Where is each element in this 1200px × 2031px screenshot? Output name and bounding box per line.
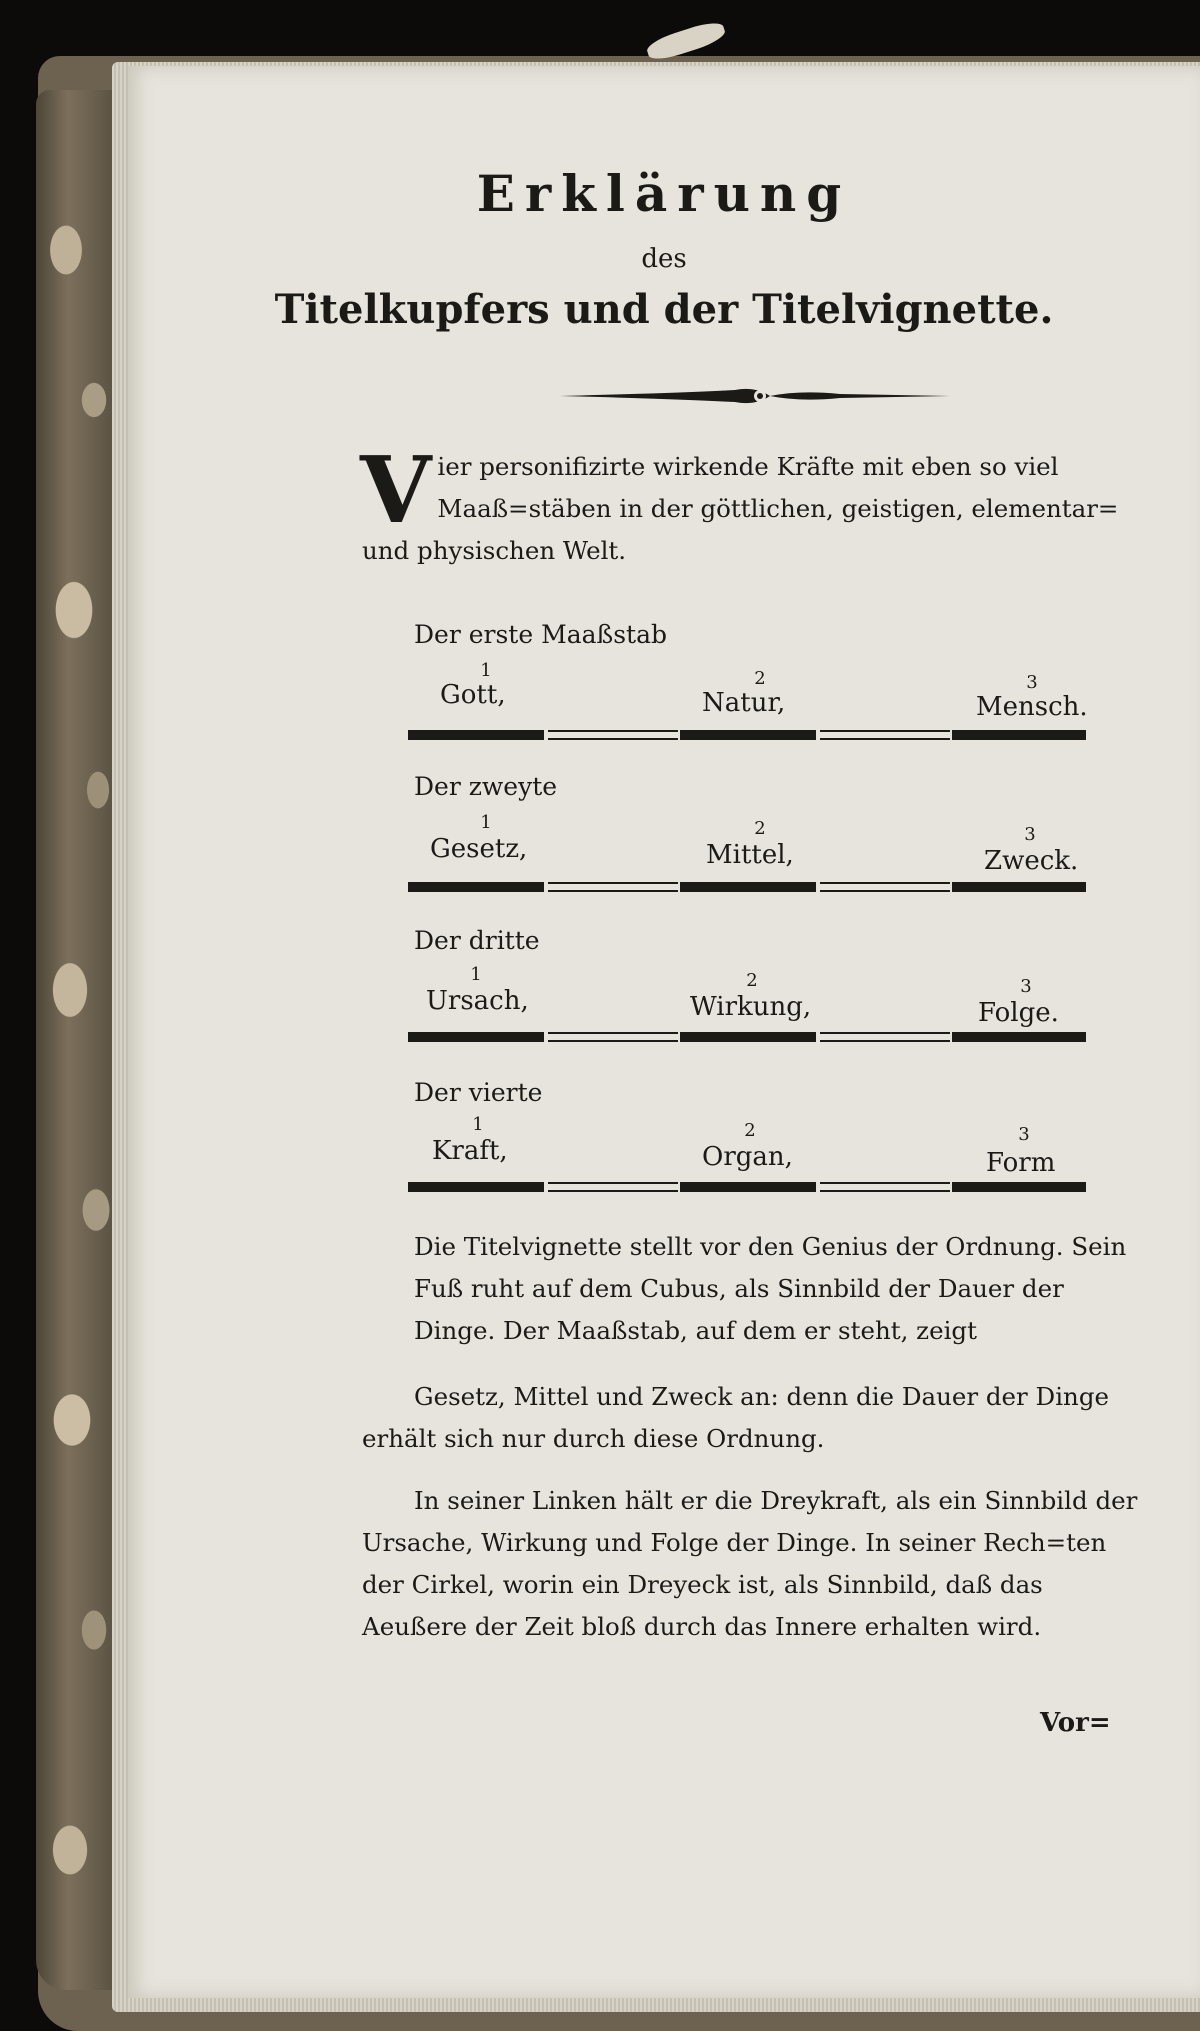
scale-term: Ursach,: [426, 986, 529, 1016]
scale-term: Gesetz,: [430, 834, 528, 864]
scale-term: Zweck.: [984, 846, 1079, 876]
scale-term: Wirkung,: [690, 992, 812, 1022]
drop-cap: V: [360, 436, 432, 544]
scale-number: 3: [1018, 1124, 1030, 1145]
scale-term: Mittel,: [706, 840, 794, 870]
intro-text: ier personifizirte wirkende Kräfte mit eben so viel Maaß=stäben in der göttlichen, geistigen, elementar= und physischen Welt.: [362, 452, 1119, 565]
scale-term: Form: [986, 1148, 1056, 1178]
scale-number: 3: [1024, 824, 1036, 845]
scale-heading: Der erste Maaßstab: [414, 620, 667, 649]
dreykraft-paragraph: In seiner Linken hält er die Dreykraft, als ein Sinnbild der Ursache, Wirkung und Folge der Dinge. In seiner Rech=ten der Cirkel, worin ein Dreyeck ist, als Sinnbild, daß das Aeußere der Zeit bloß durch das Innere erhalten wird.: [362, 1486, 1138, 1641]
scale-number: 2: [754, 818, 766, 839]
scale-heading: Der zweyte: [414, 772, 558, 801]
scale-number: 1: [480, 812, 492, 833]
scale-number: 1: [470, 964, 482, 985]
scale-number: 3: [1020, 976, 1032, 997]
scale-bar: [408, 1180, 1086, 1196]
intro-paragraph: [360, 436, 1148, 572]
scale-term: Gott,: [440, 680, 506, 710]
scale-heading: Der dritte: [414, 926, 540, 955]
scale-number: 2: [754, 668, 766, 689]
scale-term: Kraft,: [432, 1136, 508, 1166]
ornament-rule: [560, 384, 950, 408]
title-connector: des: [641, 244, 687, 274]
scale-term: Organ,: [702, 1142, 793, 1172]
marbled-spine: [36, 90, 116, 1990]
scale-bar: [408, 1030, 1086, 1046]
scale-number: 1: [472, 1114, 484, 1135]
scale-bar: [408, 880, 1086, 896]
order-paragraph: Gesetz, Mittel und Zweck an: denn die Dauer der Dinge erhält sich nur durch diese Ordnung.: [362, 1382, 1109, 1453]
scale-number: 2: [746, 970, 758, 991]
catchword: Vor=: [1040, 1708, 1111, 1738]
scale-number: 1: [480, 660, 492, 681]
scale-number: 2: [744, 1120, 756, 1141]
scale-bar: [408, 728, 1086, 744]
scale-term: Natur,: [702, 688, 786, 718]
page-subtitle: Titelkupfers und der Titelvignette.: [274, 286, 1054, 333]
vignette-paragraph: Die Titelvignette stellt vor den Genius der Ordnung. Sein Fuß ruht auf dem Cubus, als Sinnbild der Dauer der Dinge. Der Maaßstab, auf dem er steht, zeigt: [414, 1232, 1127, 1345]
scale-heading: Der vierte: [414, 1078, 543, 1107]
scale-term: Folge.: [978, 998, 1059, 1028]
page-title: Erklärung: [476, 164, 852, 223]
scale-term: Mensch.: [976, 692, 1088, 722]
scale-number: 3: [1026, 672, 1038, 693]
